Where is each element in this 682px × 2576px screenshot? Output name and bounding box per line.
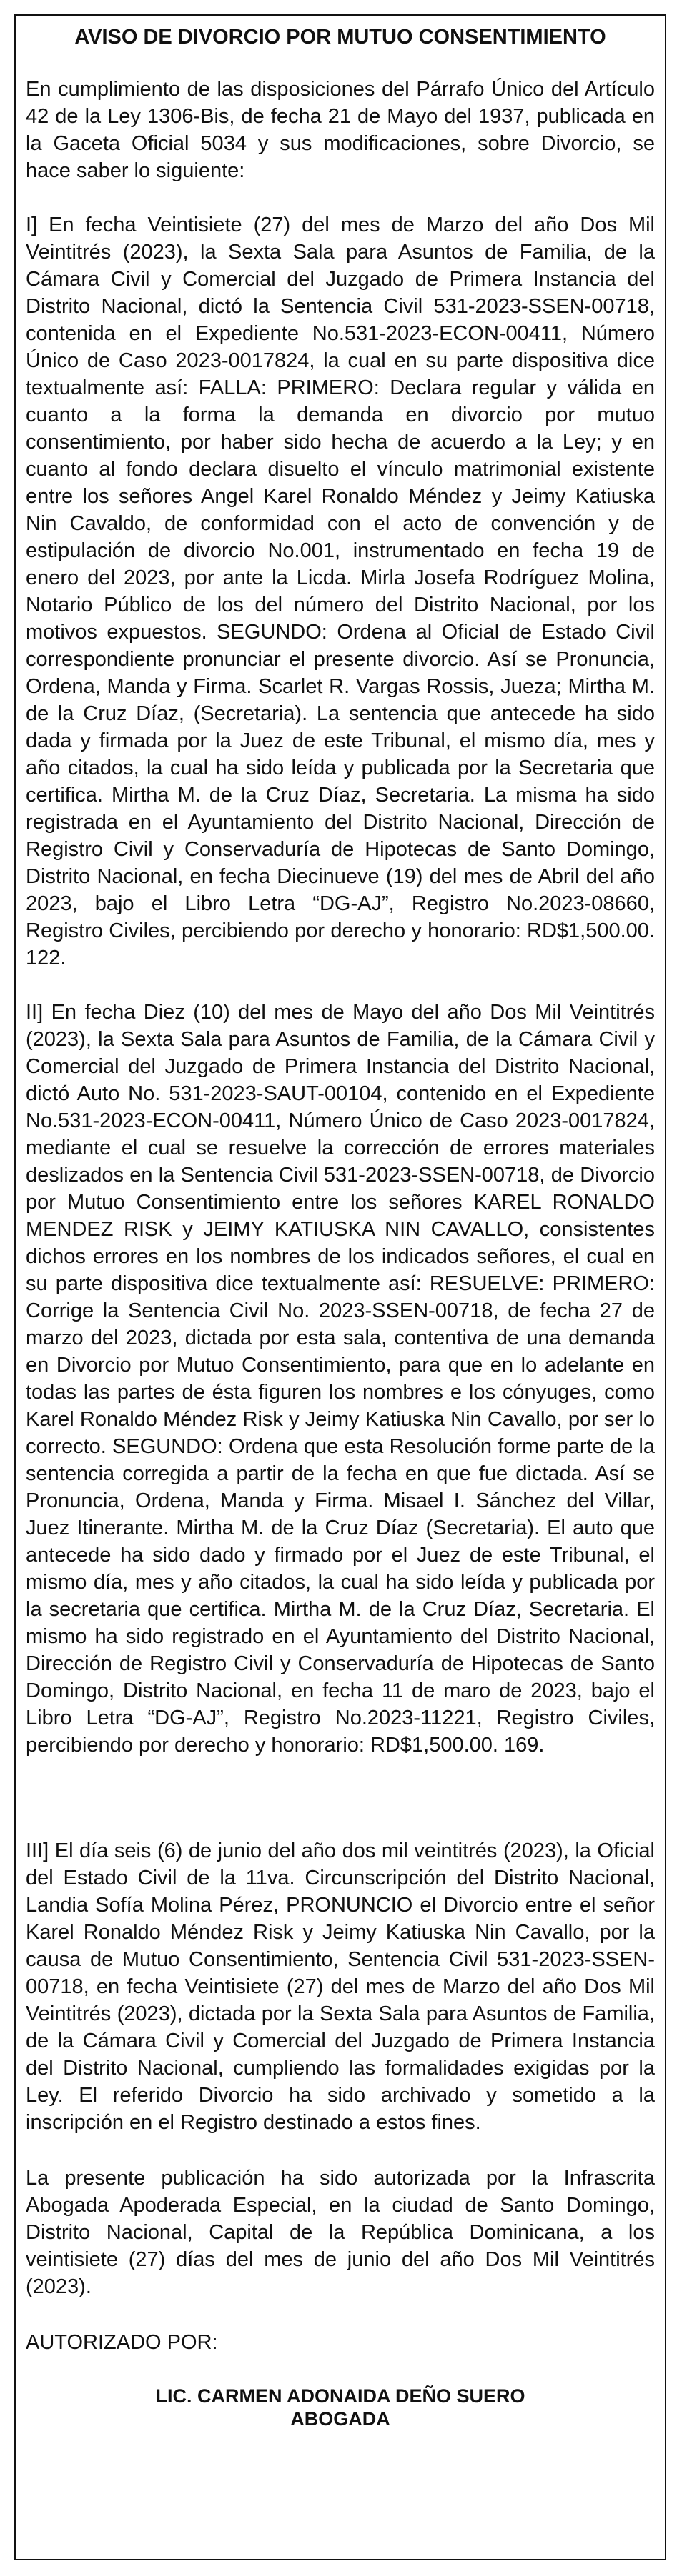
closing-paragraph: La presente publicación ha sido autorizada por la Infrascrita Abogada Apoderada Especial, en la ciudad de Santo Domingo, Distrito Nacional, Capital de la República Dominicana, a los veintisiete (27) días del mes de junio del año Dos Mil Veintitrés (2023).: [26, 2167, 655, 2298]
signer-title: ABOGADA: [290, 2408, 390, 2430]
section-2-paragraph: II] En fecha Diez (10) del mes de Mayo del año Dos Mil Veintitrés (2023), la Sexta Sala para Asuntos de Familia, de la Cámara Civil y Comercial del Juzgado de Primera Instancia del Distrito Nacional, dictó Auto No. 531-2023-SAUT-00104, contenido en el Expediente No.531-2023-ECON-00411, Número Único de Caso 2023-0017824, mediante el cual se resuelve la corrección de errores materiales deslizados en la Sentencia Civil 531-2023-SSEN-00718, de Divorcio por Mutuo Consentimiento entre los señores KAREL RONALDO MENDEZ RISK y JEIMY KATIUSKA NIN CAVALLO, consistentes dichos errores en los nombres de los indicados señores, el cual en su parte dispositiva dice textualmente así: RESUELVE: PRIMERO: Corrige la Sentencia Civil No. 2023-SSEN-00718, de fecha 27 de marzo del 2023, dictada por esta sala, contentiva de una demanda en Divorcio por Mutuo Consentimiento, para que en lo adelante en todas las partes de ésta figuren los nombres e los cónyuges, como Karel Ronaldo Méndez Risk y Jeimy Katiuska Nin Cavallo, por ser lo correcto. SEGUNDO: Ordena que esta Resolución forme parte de la sentencia corregida a partir de la fecha en que fue dictada. Así se Pronuncia, Ordena, Manda y Firma. Misael I. Sánchez del Villar, Juez Itinerante. Mirtha M. de la Cruz Díaz (Secretaria). El auto que antecede ha sido dado y firmado por el Juez de este Tribunal, el mismo día, mes y año citados, la cual ha sido leída y publicada por la secretaria que certifica. Mirtha M. de la Cruz Díaz, Secretaria. El mismo ha sido registrado en el Ayuntamiento del Distrito Nacional, Dirección de Registro Civil y Conservaduría de Hipotecas de Santo Domingo, Distrito Nacional, en fecha 11 de maro de 2023, bajo el Libro Letra “DG-AJ”, Registro No.2023-11221, Registro Civiles, percibiendo por derecho y honorario: RD$1,500.00. 169.: [26, 1001, 655, 1757]
intro-paragraph: En cumplimiento de las disposiciones del Párrafo Único del Artículo 42 de la Ley 1306-Bis, de fecha 21 de Mayo del 1937, publicada en la Gaceta Oficial 5034 y sus modificaciones, sobre Divorcio, se hace saber lo siguiente:: [26, 78, 655, 182]
section-3-paragraph: III] El día seis (6) de junio del año dos mil veintitrés (2023), la Oficial del Estado Civil de la 11va. Circunscripción del Distrito Nacional, Landia Sofía Molina Pérez, PRONUNCIO el Divorcio entre el señor Karel Ronaldo Méndez Risk y Jeimy Katiuska Nin Cavallo, por la causa de Mutuo Consentimiento, Sentencia Civil 531-2023-SSEN-00718, en fecha Veintisiete (27) del mes de Marzo del año Dos Mil Veintitrés (2023), dictada por la Sexta Sala para Asuntos de Familia, de la Cámara Civil y Comercial del Juzgado de Primera Instancia del Distrito Nacional, cumpliendo las formalidades exigidas por la Ley. El referido Divorcio ha sido archivado y sometido a la inscripción en el Registro destinado a estos fines.: [26, 1839, 655, 2134]
signer-name: LIC. CARMEN ADONAIDA DEÑO SUERO: [155, 2385, 525, 2407]
authorized-label: AUTORIZADO POR:: [26, 2331, 218, 2354]
signature-block: [26, 2385, 655, 2430]
notice-page: [14, 14, 666, 2560]
notice-title: AVISO DE DIVORCIO POR MUTUO CONSENTIMIENTO: [74, 26, 606, 49]
section-1-paragraph: I] En fecha Veintisiete (27) del mes de Marzo del año Dos Mil Veintitrés (2023), la Sexta Sala para Asuntos de Familia, de la Cámara Civil y Comercial del Juzgado de Primera Instancia del Distrito Nacional, dictó la Sentencia Civil 531-2023-SSEN-00718, contenida en el Expediente No.531-2023-ECON-00411, Número Único de Caso 2023-0017824, la cual en su parte dispositiva dice textualmente así: FALLA: PRIMERO: Declara regular y válida en cuanto a la forma la demanda en divorcio por mutuo consentimiento, por haber sido hecha de acuerdo a la Ley; y en cuanto al fondo declara disuelto el vínculo matrimonial existente entre los señores Angel Karel Ronaldo Méndez y Jeimy Katiuska Nin Cavaldo, de conformidad con el acto de convención y de estipulación de divorcio No.001, instrumentado en fecha 19 de enero del 2023, por ante la Licda. Mirla Josefa Rodríguez Molina, Notario Público de los del número del Distrito Nacional, por los motivos expuestos. SEGUNDO: Ordena al Oficial de Estado Civil correspondiente pronunciar el presente divorcio. Así se Pronuncia, Ordena, Manda y Firma. Scarlet R. Vargas Rossis, Jueza; Mirtha M. de la Cruz Díaz, (Secretaria). La sentencia que antecede ha sido dada y firmada por la Juez de este Tribunal, el mismo día, mes y año citados, la cual ha sido leída y publicada por la Secretaria que certifica. Mirtha M. de la Cruz Díaz, Secretaria. La misma ha sido registrada en el Ayuntamiento del Distrito Nacional, Dirección de Registro Civil y Conservaduría de Hipotecas de Santo Domingo, Distrito Nacional, en fecha Diecinueve (19) del mes de Abril del año 2023, bajo el Libro Letra “DG-AJ”, Registro No.2023-08660, Registro Civiles, percibiendo por derecho y honorario: RD$1,500.00. 122.: [26, 214, 655, 969]
